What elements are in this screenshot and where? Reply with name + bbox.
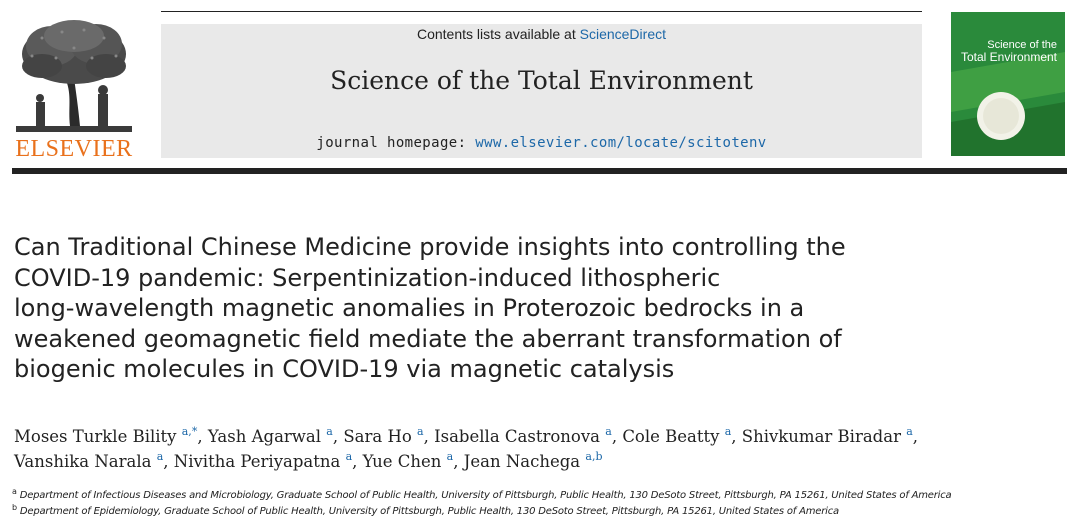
top-rule bbox=[161, 11, 922, 12]
affiliation-text: Department of Epidemiology, Graduate School of Public Health, University of Pittsburgh, Public Health, 130 DeSoto Street, Pittsburgh, PA 15261, United States of America bbox=[19, 506, 839, 517]
homepage-prefix: journal homepage: bbox=[316, 135, 476, 151]
author-affil-sup[interactable]: a, bbox=[181, 425, 192, 438]
affiliation-text: Department of Infectious Diseases and Microbiology, Graduate School of Public Health, University of Pittsburgh, Public Health, 130 DeSoto Street, Pittsburgh, PA 15261, United States of America bbox=[19, 490, 952, 501]
header-divider bbox=[12, 168, 1067, 174]
cover-title bbox=[961, 40, 1057, 63]
title-line: long-wavelength magnetic anomalies in Proterozoic bedrocks in a bbox=[14, 294, 805, 322]
title-line: biogenic molecules in COVID-19 via magnetic catalysis bbox=[14, 355, 675, 383]
affiliation-b bbox=[12, 504, 1078, 520]
affiliation-label: a bbox=[12, 487, 17, 496]
elsevier-wordmark: ELSEVIER bbox=[15, 136, 133, 162]
author-affil-sup[interactable]: a bbox=[417, 425, 424, 438]
title-line: Can Traditional Chinese Medicine provide insights into controlling the bbox=[14, 233, 846, 261]
affiliations bbox=[12, 488, 1078, 520]
article-title bbox=[14, 232, 914, 385]
author-name[interactable]: Sara Ho bbox=[343, 427, 412, 446]
author-affil-sup[interactable]: a bbox=[446, 450, 454, 463]
affiliation-label: b bbox=[12, 503, 17, 512]
title-line: weakened geomagnetic field mediate the aberrant transformation of bbox=[14, 324, 842, 353]
sciencedirect-link[interactable]: ScienceDirect bbox=[579, 26, 666, 42]
author-line-1: Moses Turkle Bility $^{a,*}$, Yash Agarwal $^a$, Sara Ho $^a$, Isabella Castronova $^a$, Cole Beatty $^a$, Shivkumar Biradar $^a$, bbox=[14, 425, 919, 446]
elsevier-tree-icon bbox=[12, 18, 136, 136]
author-affil-sup[interactable]: a bbox=[605, 425, 612, 438]
author-name[interactable]: Vanshika Narala bbox=[14, 452, 152, 471]
author-name[interactable]: Jean Nachega bbox=[463, 452, 581, 471]
journal-homepage-line bbox=[161, 135, 922, 151]
journal-homepage-link[interactable]: www.elsevier.com/locate/scitotenv bbox=[475, 135, 767, 151]
author-line-2: Vanshika Narala $^a$, Nivitha Periyapatna $^a$, Yue Chen $^a$, Jean Nachega $^{a,b}$ bbox=[14, 450, 603, 471]
corresponding-author-icon[interactable]: * bbox=[191, 425, 198, 438]
cover-artwork-icon bbox=[951, 12, 1065, 156]
author-name[interactable]: Isabella Castronova bbox=[434, 427, 600, 446]
author-affil-sup[interactable]: a bbox=[326, 425, 333, 438]
author-name[interactable]: Moses Turkle Bility bbox=[14, 427, 177, 446]
author-affil-sup[interactable]: a bbox=[906, 425, 913, 438]
author-name[interactable]: Yue Chen bbox=[362, 452, 442, 471]
author-name[interactable]: Nivitha Periyapatna bbox=[173, 452, 341, 471]
author-name[interactable]: Cole Beatty bbox=[622, 427, 720, 446]
cover-title-line2: Total Environment bbox=[960, 50, 1057, 64]
title-line: COVID-19 pandemic: Serpentinization-induced lithospheric bbox=[14, 263, 721, 292]
cover-title-line1: Science of the bbox=[987, 39, 1057, 51]
author-affil-sup[interactable]: a bbox=[724, 425, 732, 438]
author-name[interactable]: Shivkumar Biradar bbox=[741, 427, 901, 446]
author-list bbox=[14, 424, 1064, 474]
author-affil-sup[interactable]: a,b bbox=[585, 450, 603, 463]
affiliation-a bbox=[12, 488, 1078, 504]
author-affil-sup[interactable]: a bbox=[345, 450, 353, 463]
contents-prefix: Contents lists available at bbox=[416, 26, 580, 42]
journal-cover-image[interactable] bbox=[951, 12, 1065, 156]
author-affil-sup[interactable]: a bbox=[156, 450, 164, 463]
contents-line bbox=[161, 26, 922, 42]
journal-title: Science of the Total Environment bbox=[330, 66, 753, 95]
journal-banner bbox=[161, 24, 922, 158]
author-name[interactable]: Yash Agarwal bbox=[207, 427, 322, 446]
